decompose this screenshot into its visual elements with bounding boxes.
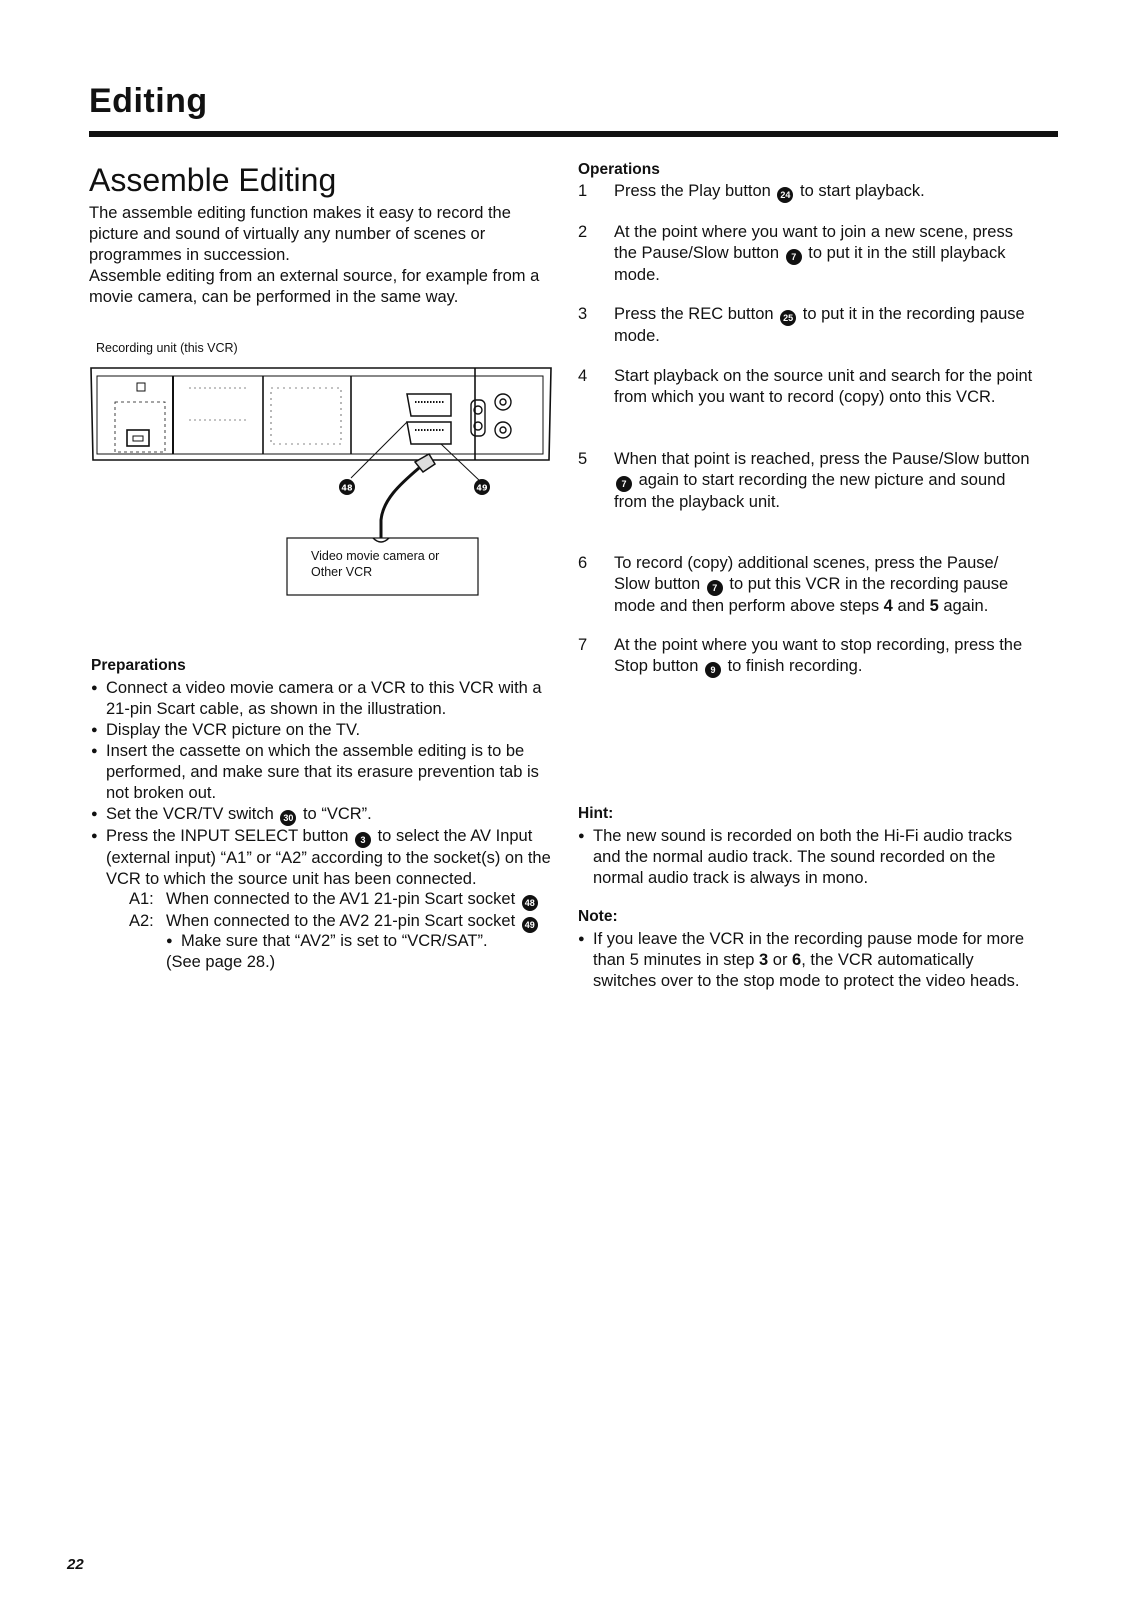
av2-sub-note xyxy=(166,931,566,973)
callout-48-icon xyxy=(339,479,355,495)
callout-number-icon: 48 xyxy=(522,895,538,911)
callout-number-icon: 25 xyxy=(780,310,796,326)
intro-text xyxy=(89,203,559,308)
rca-sockets xyxy=(471,394,511,438)
scart-socket-48 xyxy=(407,394,451,416)
svg-text:Other VCR: Other VCR xyxy=(311,565,373,579)
step-number: 4 xyxy=(578,367,588,385)
list-item: ● Display the VCR picture on the TV. xyxy=(91,720,561,741)
callout-number-icon: 24 xyxy=(777,187,793,203)
section-title: Editing xyxy=(89,82,208,120)
connection-diagram xyxy=(89,360,569,610)
operation-step: 1 Press the Play button 24 to start playback. xyxy=(578,181,1038,203)
intro-paragraph: Assemble editing from an external source, for example from a movie camera, can be performed in the same way. xyxy=(89,267,540,306)
page-number: 22 xyxy=(67,1556,84,1573)
list-item: ● Insert the cassette on which the assemble editing is to be performed, and make sure that its erasure prevention tab is not broken out. xyxy=(91,741,561,804)
list-item: ● Press the INPUT SELECT button 3 to select the AV Input (external input) “A1” or “A2” according to the socket(s) on the VCR to which the source unit has been connected. xyxy=(91,826,561,890)
preparations-heading: Preparations xyxy=(91,657,186,674)
list-item: ● The new sound is recorded on both the Hi-Fi audio tracks and the normal audio track. The sound recorded on the normal audio track is always in mono. xyxy=(578,826,1038,889)
list-item: ● Connect a video movie camera or a VCR to this VCR with a 21-pin Scart cable, as shown in the illustration. xyxy=(91,678,561,720)
svg-text:49: 49 xyxy=(476,483,488,493)
socket-row: A2: When connected to the AV2 21-pin Scart socket 49 xyxy=(129,911,569,933)
source-unit-box xyxy=(287,538,478,595)
operations-heading: Operations xyxy=(578,161,660,178)
operation-step: 6 To record (copy) additional scenes, press the Pause/ Slow button 7 to put this VCR in the recording pause mode and then perform above steps 4 and 5 again. xyxy=(578,554,1009,615)
step-number: 1 xyxy=(578,182,588,200)
list-item: ● If you leave the VCR in the recording pause mode for more than 5 minutes in step 3 or 6, the VCR automatically switches over to the stop mode to protect the video heads. xyxy=(578,929,1040,992)
scart-socket-49 xyxy=(407,422,451,444)
step-number: 3 xyxy=(578,305,588,323)
diagram-label: Recording unit (this VCR) xyxy=(96,341,238,355)
step-number: 5 xyxy=(578,450,588,468)
note-heading: Note: xyxy=(578,908,618,925)
intro-paragraph: The assemble editing function makes it easy to record the picture and sound of virtually any number of scenes or programmes in succession. xyxy=(89,204,511,264)
step-number: 6 xyxy=(578,554,588,572)
svg-text:Video movie camera or: Video movie camera or xyxy=(311,549,440,563)
callout-number-icon: 7 xyxy=(707,580,723,596)
callout-number-icon: 30 xyxy=(280,810,296,826)
vcr-rear-panel xyxy=(91,368,551,460)
hint-list xyxy=(578,826,1038,889)
page-subtitle: Assemble Editing xyxy=(89,162,337,198)
callout-number-icon: 9 xyxy=(705,662,721,678)
title-rule xyxy=(89,131,1058,137)
preparations-list xyxy=(91,678,561,890)
svg-text:48: 48 xyxy=(341,483,353,493)
hint-heading: Hint: xyxy=(578,805,614,822)
step-number: 2 xyxy=(578,223,588,241)
callout-49-icon xyxy=(474,479,490,495)
note-list xyxy=(578,929,1040,992)
operation-step: 5 When that point is reached, press the Pause/Slow button 7 again to start recording the new picture and sound from the playback unit. xyxy=(578,450,1030,511)
operation-step: 4 Start playback on the source unit and search for the point from which you want to record (copy) onto this VCR. xyxy=(578,367,1033,406)
callout-number-icon: 7 xyxy=(786,249,802,265)
socket-row: A1: When connected to the AV1 21-pin Scart socket 48 xyxy=(129,889,569,911)
callout-number-icon: 7 xyxy=(616,476,632,492)
list-item: ● Make sure that “AV2” is set to “VCR/SAT”. xyxy=(166,931,566,952)
operation-step: 3 Press the REC button 25 to put it in the recording pause mode. xyxy=(578,305,1025,345)
socket-list xyxy=(129,889,569,933)
operation-step: 2 At the point where you want to join a new scene, press the Pause/Slow button 7 to put it in the still playback mode. xyxy=(578,223,1013,284)
scart-cable xyxy=(373,454,435,542)
callout-number-icon: 3 xyxy=(355,832,371,848)
callout-number-icon: 49 xyxy=(522,917,538,933)
operation-step: 7 At the point where you want to stop recording, press the Stop button 9 to finish recording. xyxy=(578,635,1038,678)
step-number: 7 xyxy=(578,636,588,654)
see-page-reference: (See page 28.) xyxy=(166,953,276,971)
list-item: ● Set the VCR/TV switch 30 to “VCR”. xyxy=(91,804,561,826)
